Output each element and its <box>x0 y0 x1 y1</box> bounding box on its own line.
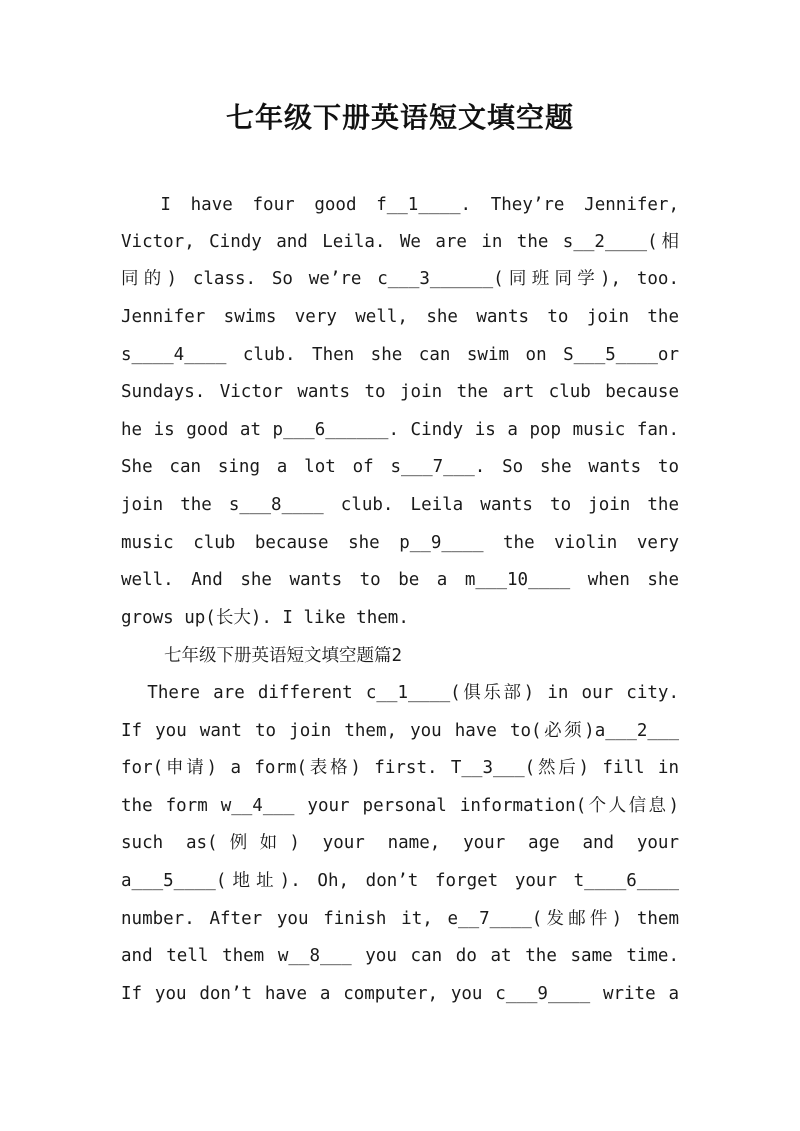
passage1-line: Sundays. Victor wants to join the art club because <box>121 382 679 402</box>
passage1-line: I have four good f__1____. They’re Jennifer, <box>121 195 679 215</box>
passage1-line: well. And she wants to be a m___10____ when she <box>121 570 679 590</box>
passage2-line: a___5____(地址). Oh, don’t forget your t____6____ <box>121 871 679 891</box>
passage2-line: If you want to join them, you have to(必须)a___2___ <box>121 721 679 741</box>
passage1-line: She can sing a lot of s___7___. So she wants to <box>121 457 679 477</box>
passage2-line: such as(例如) your name, your age and your <box>121 833 679 853</box>
passage2-line: and tell them w__8___ you can do at the same time. <box>121 946 679 966</box>
page-title: 七年级下册英语短文填空题 <box>225 101 574 134</box>
passage1-line: Jennifer swims very well, she wants to join the <box>121 307 679 327</box>
passage2-line: the form w__4___ your personal information(个人信息) <box>121 796 679 816</box>
passage1-line: grows up(长大). I like them. <box>121 608 409 628</box>
passage2-line: If you don’t have a computer, you c___9____ write a <box>121 984 679 1004</box>
passage1-line: 同的) class. So we’re c___3______(同班同学), too. <box>121 269 679 289</box>
passage2-line: number. After you finish it, e__7____(发邮件) them <box>121 909 679 929</box>
section-heading: 七年级下册英语短文填空题篇2 <box>164 646 403 666</box>
passage1-line: Victor, Cindy and Leila. We are in the s__2____(相 <box>121 232 679 252</box>
passage1-line: music club because she p__9____ the violin very <box>121 533 679 553</box>
passage1-line: he is good at p___6______. Cindy is a pop music fan. <box>121 420 679 440</box>
passage2-line: for(申请) a form(表格) first. T__3___(然后) fill in <box>121 758 679 778</box>
passage1-line: s____4____ club. Then she can swim on S___5____or <box>121 345 679 365</box>
passage2-line: There are different c__1____(俱乐部) in our city. <box>121 683 679 703</box>
passage1-line: join the s___8____ club. Leila wants to join the <box>121 495 679 515</box>
